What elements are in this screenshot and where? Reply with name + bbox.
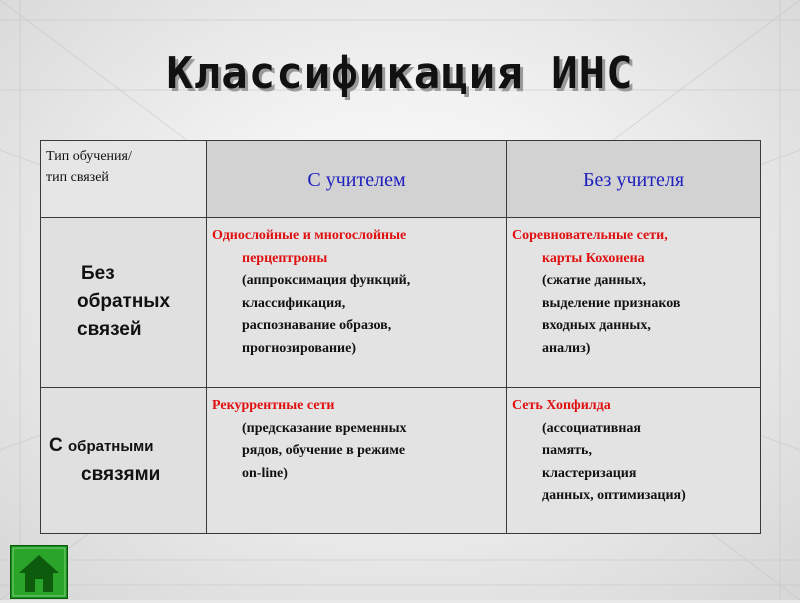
network-type-text: карты Кохонена xyxy=(542,250,645,266)
row-header-line: обратных xyxy=(77,291,171,312)
classification-table xyxy=(40,140,761,534)
network-type-text: Рекуррентные сети xyxy=(212,398,335,413)
network-type-text: Соревновательные сети, xyxy=(512,228,668,243)
row-header-feedforward xyxy=(41,218,207,388)
table-header-row xyxy=(41,141,761,218)
column-header-unsupervised xyxy=(507,141,761,218)
task-line: кластеризация xyxy=(542,465,637,481)
table-cell xyxy=(207,218,507,388)
column-title: С учителем xyxy=(307,169,406,191)
task-line: прогнозирование) xyxy=(242,340,356,356)
task-line: (предсказание временных xyxy=(242,420,407,436)
row-header-line: С xyxy=(49,435,63,456)
row-header-line: связей xyxy=(77,319,142,340)
slide-title: Классификация ИНС xyxy=(166,48,634,99)
task-line: память, xyxy=(542,443,592,458)
corner-cell xyxy=(41,141,207,218)
network-tasks xyxy=(212,270,506,360)
network-tasks xyxy=(212,418,506,486)
table-cell xyxy=(507,388,761,534)
task-line: on-line) xyxy=(242,465,288,481)
table-row xyxy=(41,388,761,534)
table-cell xyxy=(507,218,761,388)
column-title: Без учителя xyxy=(582,169,685,191)
task-line: рядов, обучение в режиме xyxy=(242,443,406,458)
network-tasks xyxy=(512,418,760,508)
task-line: анализ) xyxy=(542,340,591,356)
task-line: данных, оптимизация) xyxy=(542,488,686,503)
home-button[interactable] xyxy=(10,545,68,599)
task-line: классификация, xyxy=(242,295,346,311)
corner-label-line: тип связей xyxy=(46,170,109,185)
row-header-recurrent xyxy=(41,388,207,534)
task-line: (ассоциативная xyxy=(542,420,642,436)
task-line: распознавание образов, xyxy=(242,318,392,333)
corner-label-line: Тип обучения/ xyxy=(46,149,132,164)
row-header-line: обратными xyxy=(68,438,154,455)
row-header-line: Без xyxy=(81,263,115,284)
network-type-text: перцептроны xyxy=(242,250,328,266)
task-line: входных данных, xyxy=(542,318,651,333)
network-type-text: Однослойные и многослойные xyxy=(212,228,407,243)
task-line: выделение признаков xyxy=(542,295,681,311)
row-header-line: связями xyxy=(81,464,161,485)
column-header-supervised xyxy=(207,141,507,218)
network-type-text: Сеть Хопфилда xyxy=(512,398,611,413)
table-row xyxy=(41,218,761,388)
task-line: (сжатие данных, xyxy=(542,273,646,288)
task-line: (аппроксимация функций, xyxy=(242,273,411,288)
home-icon xyxy=(11,546,67,598)
network-tasks xyxy=(512,270,760,360)
table-cell xyxy=(207,388,507,534)
